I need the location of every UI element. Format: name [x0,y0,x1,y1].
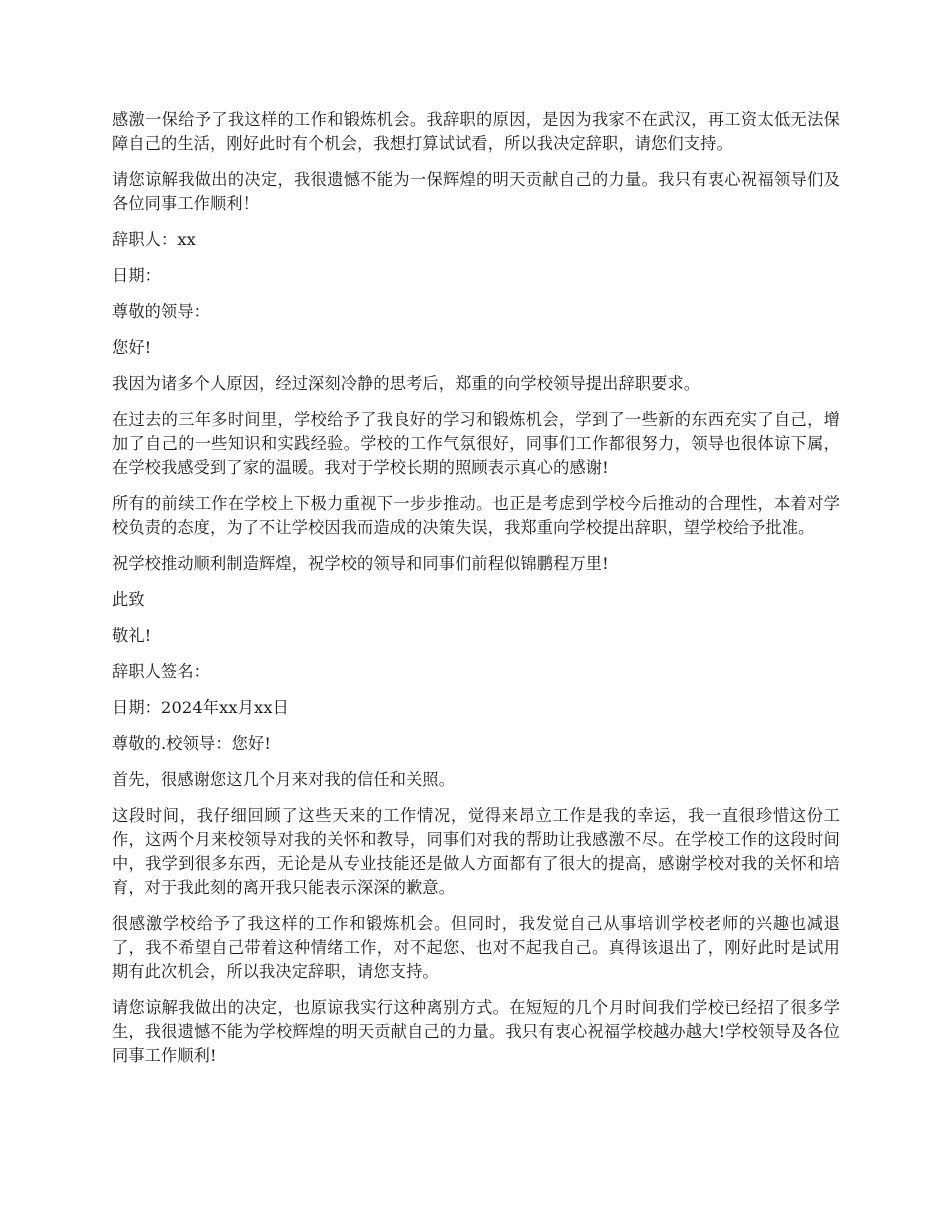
date-line-full: 日期：2024年xx月xx日 [112,698,289,717]
salutation: 尊敬的领导： [112,302,211,321]
closing-ci-zhi: 此致 [112,590,145,609]
signature-line: 辞职人签名： [112,662,211,681]
paragraph-final-request: 请您谅解我做出的决定，也原谅我实行这种离别方式。在短短的几个月时间我们学校已经招了很多学生，我很遗憾不能为学校辉煌的明天贡献自己的力量。我只有衷心祝福学校越办越大!学校领导及各位同事工作顺利! [112,998,840,1065]
paragraph-understanding-request: 请您谅解我做出的决定，我很遗憾不能为一保辉煌的明天贡献自己的力量。我只有衷心祝福领导们及各位同事工作顺利！ [112,170,840,213]
date-line: 日期： [112,266,162,285]
paragraph-interest-declined: 很感激学校给予了我这样的工作和锻炼机会。但同时，我发觉自己从事培训学校老师的兴趣也减退了，我不希望自己带着这种情绪工作，对不起您、也对不起我自己。真得该退出了，刚好此时是试用期有此次机会，所以我决定辞职，请您支持。 [112,914,840,981]
greeting: 您好! [112,338,152,357]
paragraph-thanks-trust: 首先，很感谢您这几个月来对我的信任和关照。 [112,770,456,789]
paragraph-follow-up-work: 所有的前续工作在学校上下极力重视下一步步推动。也正是考虑到学校今后推动的合理性，本着对学校负责的态度，为了不让学校因我而造成的决策失误，我郑重向学校提出辞职，望学校给予批准。 [112,494,840,537]
paragraph-thanks-opportunity: 感激一保给予了我这样的工作和锻炼机会。我辞职的原因，是因为我家不在武汉，再工资太低无法保障自己的生活，刚好此时有个机会，我想打算试试看，所以我决定辞职，请您们支持。 [112,110,840,153]
signature-resigner: 辞职人：xx [112,230,196,249]
paragraph-blessing: 祝学校推动顺利制造辉煌，祝学校的领导和同事们前程似锦鹏程万里! [112,554,609,573]
document-body [112,108,840,1080]
paragraph-past-three-years: 在过去的三年多时间里，学校给予了我良好的学习和锻炼机会，学到了一些新的东西充实了自己，增加了自己的一些知识和实践经验。学校的工作气氛很好，同事们工作都很努力，领导也很体谅下属，在学校我感受到了家的温暖。我对于学校长期的照顾表示真心的感谢! [112,410,840,477]
paragraph-resignation-reason: 我因为诸多个人原因，经过深刻冷静的思考后，郑重的向学校领导提出辞职要求。 [112,374,701,393]
paragraph-work-review: 这段时间，我仔细回顾了这些天来的工作情况，觉得来昂立工作是我的幸运，我一直很珍惜这份工作，这两个月来校领导对我的关怀和教导，同事们对我的帮助让我感激不尽。在学校工作的这段时间中，我学到很多东西，无论是从专业技能还是做人方面都有了很大的提高，感谢学校对我的关怀和培育，对于我此刻的离开我只能表示深深的歉意。 [112,806,840,897]
salutation-school-leader: 尊敬的.校领导：您好! [112,734,271,753]
closing-jing-li: 敬礼! [112,626,152,645]
